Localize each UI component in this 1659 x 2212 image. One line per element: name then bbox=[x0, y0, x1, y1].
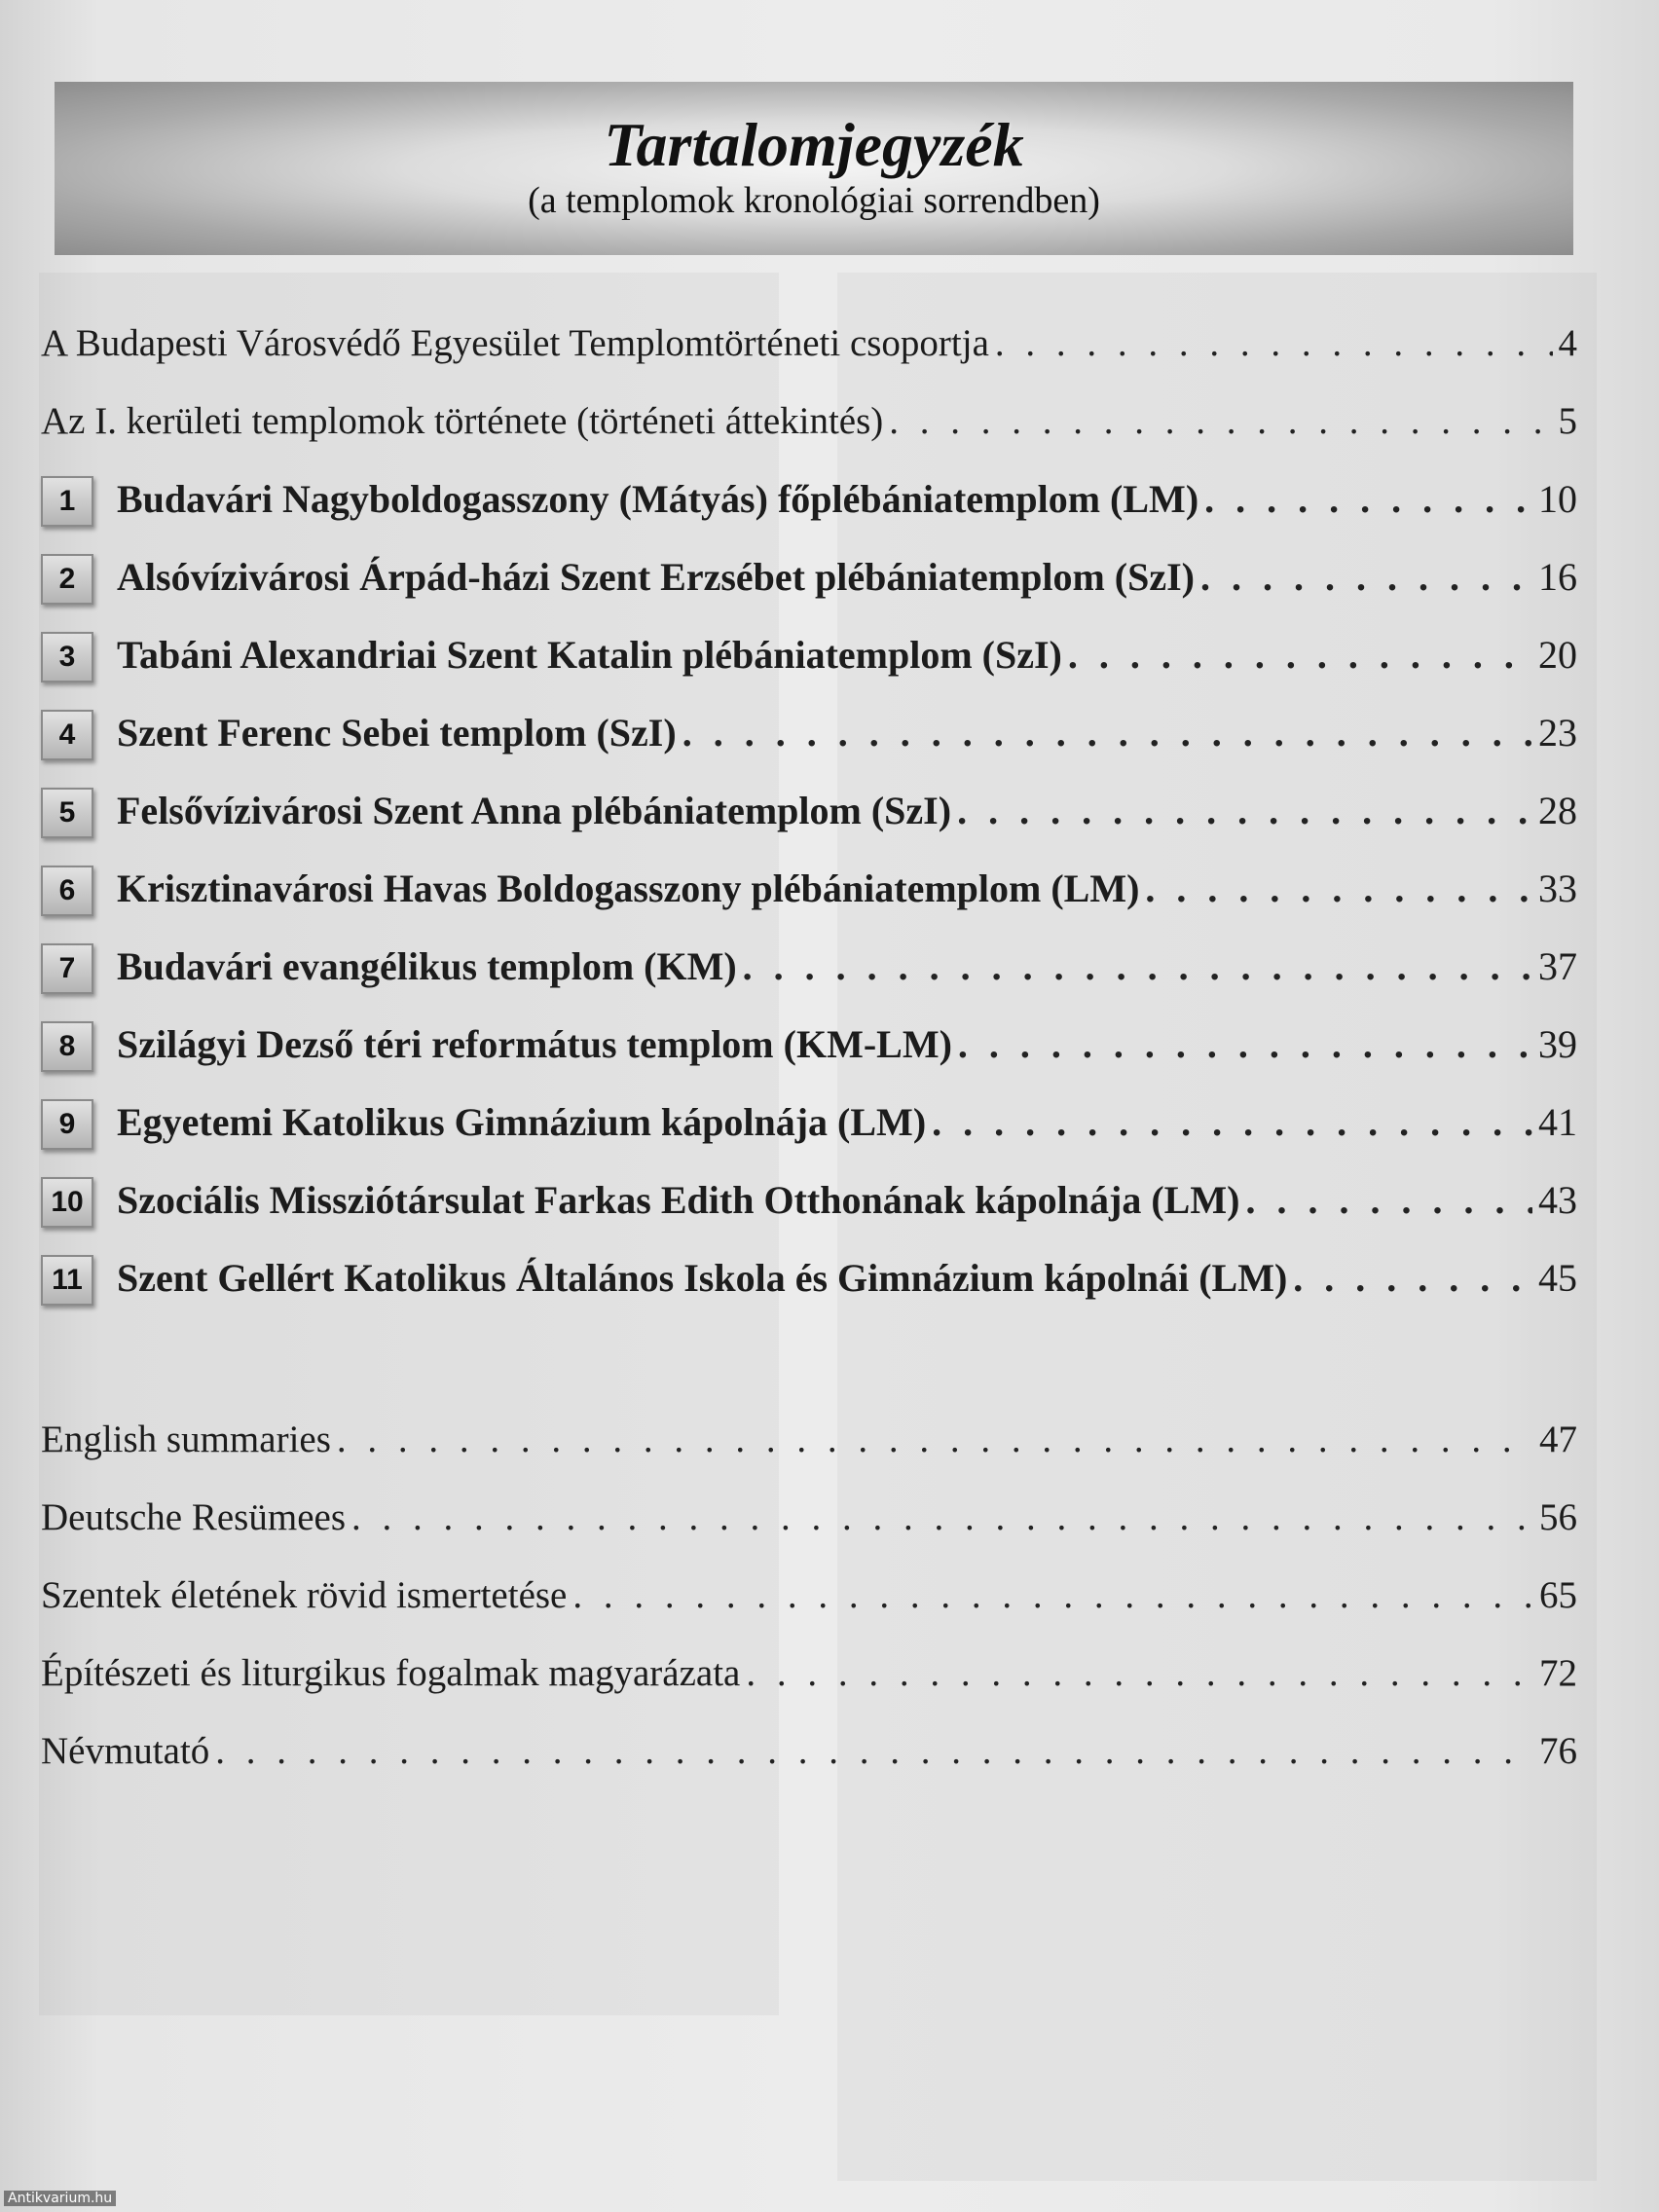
leader-dots bbox=[1293, 1248, 1532, 1309]
toc-entry-appendix-4[interactable] bbox=[41, 1643, 1577, 1704]
toc-entry-title: Egyetemi Katolikus Gimnázium kápolnája (LM) bbox=[117, 1100, 927, 1144]
toc-entry-page: 16 bbox=[1538, 555, 1577, 599]
toc-entry-page: 33 bbox=[1538, 866, 1577, 910]
toc-entry-intro-2[interactable] bbox=[41, 391, 1577, 452]
toc-entry-title: Szilágyi Dezső téri református templom (KM-LM) bbox=[117, 1022, 952, 1066]
leader-dots bbox=[215, 1721, 1533, 1782]
toc-entry-title: Alsóvízivárosi Árpád-házi Szent Erzsébet plébániatemplom (SzI) bbox=[117, 555, 1195, 599]
toc-entry-chapter-11[interactable] bbox=[41, 1248, 1577, 1309]
toc-entry-title: Építészeti és liturgikus fogalmak magyarázata bbox=[41, 1652, 741, 1694]
toc-entry-title: Deutsche Resümees bbox=[41, 1496, 346, 1538]
toc-entry-title: Az I. kerületi templomok története (történeti áttekintés) bbox=[41, 400, 884, 442]
page-subtitle: (a templomok kronológiai sorrendben) bbox=[528, 180, 1100, 221]
chapter-number-badge: 9 bbox=[41, 1099, 93, 1150]
toc-entry-appendix-5[interactable] bbox=[41, 1721, 1577, 1782]
toc-entry-chapter-8[interactable] bbox=[41, 1014, 1577, 1075]
toc-entry-page: 10 bbox=[1538, 477, 1577, 521]
toc-entry-chapter-5[interactable] bbox=[41, 781, 1577, 841]
toc-entry-title: Szociális Missziótársulat Farkas Edith Otthonának kápolnája (LM) bbox=[117, 1178, 1240, 1222]
toc-entry-page: 20 bbox=[1538, 633, 1577, 677]
watermark: Antikvarium.hu bbox=[4, 2191, 116, 2206]
toc-entry-page: 37 bbox=[1538, 944, 1577, 988]
toc-entry-title: English summaries bbox=[41, 1419, 331, 1460]
toc-entry-title: Felsővízivárosi Szent Anna plébániatemplom (SzI) bbox=[117, 789, 952, 832]
toc-entry-chapter-10[interactable] bbox=[41, 1170, 1577, 1231]
toc-entry-page: 43 bbox=[1538, 1178, 1577, 1222]
toc-entry-chapter-3[interactable] bbox=[41, 625, 1577, 685]
toc-entry-chapter-2[interactable] bbox=[41, 547, 1577, 608]
leader-dots bbox=[932, 1092, 1532, 1153]
leader-dots bbox=[1068, 625, 1532, 685]
chapter-number-badge: 10 bbox=[41, 1177, 93, 1228]
chapter-number-badge: 4 bbox=[41, 710, 93, 760]
toc-entry-page: 39 bbox=[1538, 1022, 1577, 1066]
leader-dots bbox=[351, 1488, 1533, 1548]
toc-entry-appendix-1[interactable] bbox=[41, 1410, 1577, 1470]
leader-dots bbox=[682, 703, 1532, 763]
page-title: Tartalomjegyzék bbox=[604, 110, 1024, 179]
toc-entry-page: 45 bbox=[1538, 1256, 1577, 1300]
leader-dots bbox=[572, 1566, 1533, 1626]
leader-dots bbox=[958, 1014, 1532, 1075]
toc-entry-page: 4 bbox=[1558, 322, 1577, 364]
chapter-number-badge: 3 bbox=[41, 632, 93, 682]
toc-entry-title: Budavári evangélikus templom (KM) bbox=[117, 944, 737, 988]
toc-entry-title: Névmutató bbox=[41, 1730, 210, 1772]
toc-entry-appendix-3[interactable] bbox=[41, 1566, 1577, 1626]
toc-entry-page: 56 bbox=[1539, 1496, 1577, 1538]
toc-entry-chapter-1[interactable] bbox=[41, 469, 1577, 530]
toc-entry-chapter-7[interactable] bbox=[41, 937, 1577, 997]
chapter-number-badge: 11 bbox=[41, 1255, 93, 1306]
toc-entry-page: 47 bbox=[1539, 1419, 1577, 1460]
leader-dots bbox=[995, 313, 1553, 374]
toc-entry-page: 41 bbox=[1538, 1100, 1577, 1144]
leader-dots bbox=[957, 781, 1532, 841]
leader-dots bbox=[1145, 859, 1532, 919]
toc-entry-page: 28 bbox=[1538, 789, 1577, 832]
leader-dots bbox=[743, 937, 1532, 997]
toc-entry-title: A Budapesti Városvédő Egyesület Templomtörténeti csoportja bbox=[41, 322, 989, 364]
toc-entry-page: 76 bbox=[1539, 1730, 1577, 1772]
toc-entry-page: 65 bbox=[1539, 1574, 1577, 1616]
chapter-number-badge: 7 bbox=[41, 943, 93, 994]
chapter-number-badge: 1 bbox=[41, 476, 93, 527]
toc-entry-title: Krisztinavárosi Havas Boldogasszony plébániatemplom (LM) bbox=[117, 866, 1140, 910]
toc-entry-title: Budavári Nagyboldogasszony (Mátyás) főplébániatemplom (LM) bbox=[117, 477, 1199, 521]
chapter-number-badge: 2 bbox=[41, 554, 93, 605]
toc-entry-title: Szent Gellért Katolikus Általános Iskola és Gimnázium kápolnái (LM) bbox=[117, 1256, 1288, 1300]
leader-dots bbox=[1204, 469, 1532, 530]
toc-entry-chapter-6[interactable] bbox=[41, 859, 1577, 919]
toc-entry-appendix-2[interactable] bbox=[41, 1488, 1577, 1548]
chapter-number-badge: 5 bbox=[41, 788, 93, 838]
toc-entry-page: 72 bbox=[1539, 1652, 1577, 1694]
leader-dots bbox=[746, 1643, 1533, 1704]
toc-entry-title: Szentek életének rövid ismertetése bbox=[41, 1574, 568, 1616]
toc-entry-title: Tabáni Alexandriai Szent Katalin plébániatemplom (SzI) bbox=[117, 633, 1062, 677]
leader-dots bbox=[1245, 1170, 1532, 1231]
leader-dots bbox=[889, 391, 1552, 452]
chapter-number-badge: 8 bbox=[41, 1021, 93, 1072]
leader-dots bbox=[337, 1410, 1533, 1470]
toc-entry-page: 23 bbox=[1538, 711, 1577, 755]
toc-entry-intro-1[interactable] bbox=[41, 313, 1577, 374]
chapter-number-badge: 6 bbox=[41, 866, 93, 916]
toc-entry-chapter-4[interactable] bbox=[41, 703, 1577, 763]
leader-dots bbox=[1200, 547, 1532, 608]
toc-entry-title: Szent Ferenc Sebei templom (SzI) bbox=[117, 711, 677, 755]
toc-entry-page: 5 bbox=[1558, 400, 1577, 442]
toc-entry-chapter-9[interactable] bbox=[41, 1092, 1577, 1153]
